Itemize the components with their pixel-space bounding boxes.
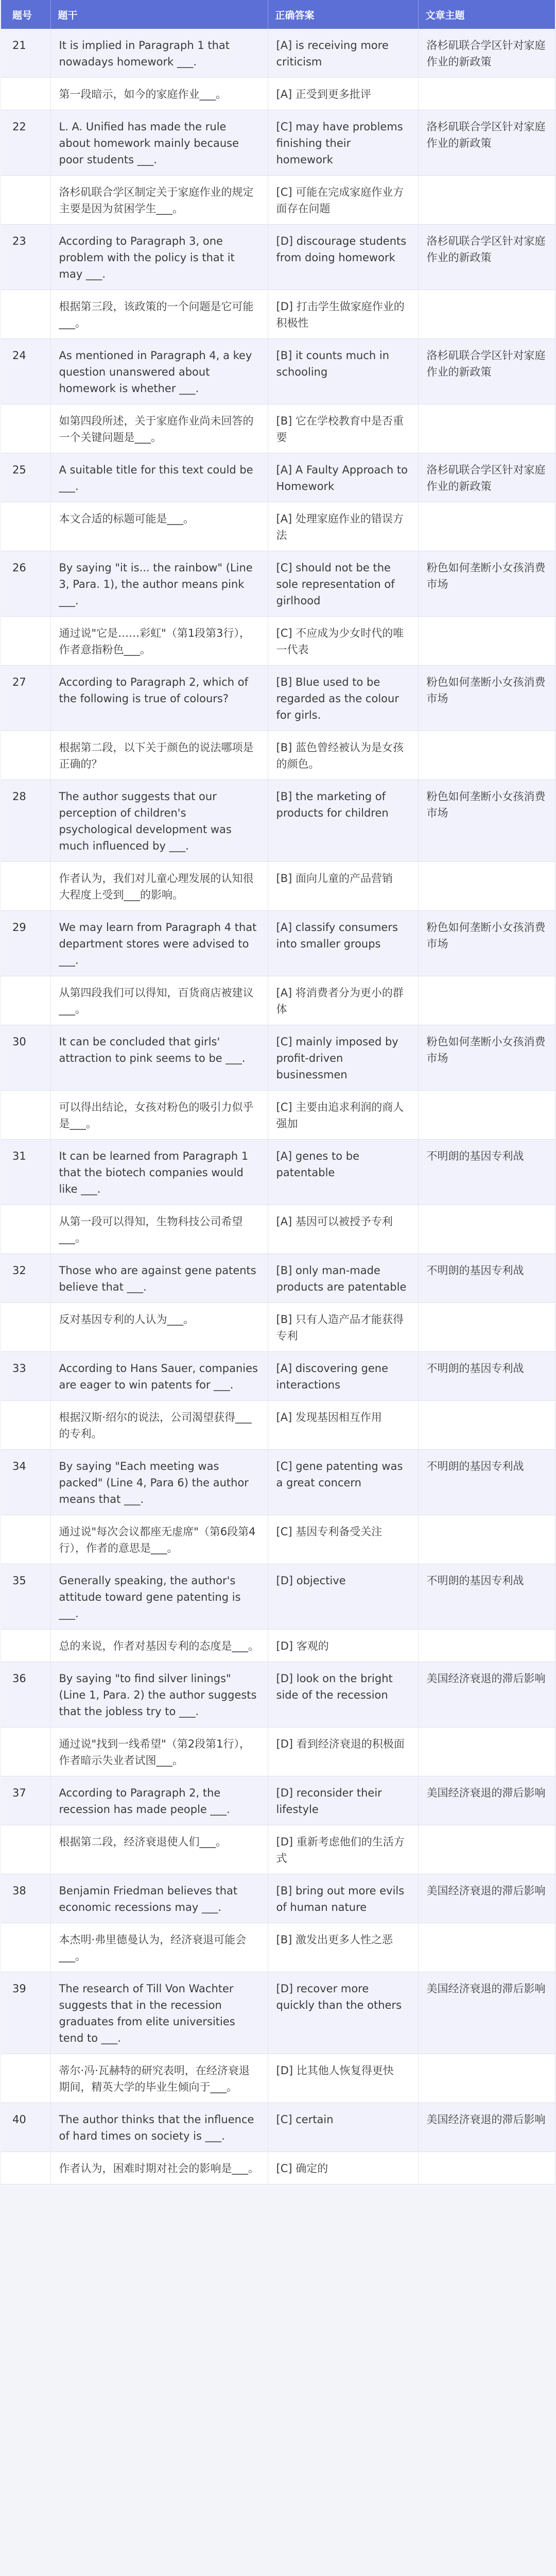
correct-answer: [A] classify consumers into smaller groups: [268, 911, 418, 976]
translation-row: [1, 1303, 555, 1352]
article-topic: [418, 1630, 555, 1662]
translation-row: [1, 176, 555, 225]
article-topic: [418, 502, 555, 551]
question-text: The research of Till Von Wachter suggests that in the recession graduates from elite universities tend to ___.: [50, 1972, 268, 2054]
article-topic: 洛杉矶联合学区针对家庭作业的新政策: [418, 225, 555, 290]
article-topic: 洛杉矶联合学区针对家庭作业的新政策: [418, 453, 555, 502]
question-text: 通过说"每次会议都座无虚席"（第6段第4行），作者的意思是___。: [50, 1515, 268, 1564]
question-number: [1, 1727, 50, 1776]
question-row: [1, 1662, 555, 1727]
correct-answer: [C] 主要由追求利润的商人强加: [268, 1091, 418, 1140]
question-number: 38: [1, 1874, 50, 1923]
translation-row: [1, 502, 555, 551]
question-row: [1, 29, 555, 78]
question-number: 22: [1, 110, 50, 176]
correct-answer: [C] 确定的: [268, 2152, 418, 2184]
article-topic: [418, 2152, 555, 2184]
article-topic: 粉色如何垄断小女孩消费市场: [418, 551, 555, 617]
question-number: 24: [1, 339, 50, 404]
question-text: L. A. Unified has made the rule about homework mainly because poor students ___.: [50, 110, 268, 176]
correct-answer: [C] 不应成为少女时代的唯一代表: [268, 617, 418, 666]
article-topic: 美国经济衰退的滞后影响: [418, 1972, 555, 2054]
question-text: According to Hans Sauer, companies are eager to win patents for ___.: [50, 1352, 268, 1401]
question-text: 通过说"找到一线希望"（第2段第1行），作者暗示失业者试图___。: [50, 1727, 268, 1776]
question-text: 从第一段可以得知，生物科技公司希望___。: [50, 1205, 268, 1254]
question-row: [1, 2103, 555, 2152]
article-topic: [418, 1303, 555, 1352]
question-number: 28: [1, 780, 50, 862]
article-topic: [418, 176, 555, 225]
question-text: 根据第二段，经济衰退使人们___。: [50, 1825, 268, 1874]
correct-answer: [A] discovering gene interactions: [268, 1352, 418, 1401]
table-header: [1, 0, 555, 29]
question-row: [1, 1025, 555, 1091]
correct-answer: [D] 重新考虑他们的生活方式: [268, 1825, 418, 1874]
correct-answer: [B] 面向儿童的产品营销: [268, 862, 418, 911]
question-text: Those who are against gene patents believe that ___.: [50, 1254, 268, 1303]
question-row: [1, 1254, 555, 1303]
translation-row: [1, 617, 555, 666]
question-number: 33: [1, 1352, 50, 1401]
correct-answer: [B] Blue used to be regarded as the colour for girls.: [268, 666, 418, 731]
question-row: [1, 453, 555, 502]
question-number: [1, 290, 50, 339]
question-number: 32: [1, 1254, 50, 1303]
question-text: By saying "it is... the rainbow" (Line 3, Para. 1), the author means pink ___.: [50, 551, 268, 617]
question-row: [1, 1564, 555, 1630]
article-topic: [418, 731, 555, 780]
question-text: 蒂尔·冯·瓦赫特的研究表明，在经济衰退期间，精英大学的毕业生倾向于___。: [50, 2054, 268, 2103]
translation-row: [1, 1923, 555, 1972]
article-topic: [418, 1727, 555, 1776]
translation-row: [1, 862, 555, 911]
question-text: 本杰明·弗里德曼认为，经济衰退可能会___。: [50, 1923, 268, 1972]
question-number: [1, 2152, 50, 2184]
correct-answer: [B] the marketing of products for children: [268, 780, 418, 862]
question-number: [1, 176, 50, 225]
question-number: 27: [1, 666, 50, 731]
correct-answer: [D] 比其他人恢复得更快: [268, 2054, 418, 2103]
question-text: 第一段暗示，如今的家庭作业___。: [50, 78, 268, 110]
header-number: 题号: [1, 0, 50, 29]
correct-answer: [C] 基因专利备受关注: [268, 1515, 418, 1564]
question-number: 21: [1, 29, 50, 78]
question-text: We may learn from Paragraph 4 that department stores were advised to ___.: [50, 911, 268, 976]
question-row: [1, 1352, 555, 1401]
article-topic: [418, 1923, 555, 1972]
article-topic: 不明朗的基因专利战: [418, 1352, 555, 1401]
translation-row: [1, 976, 555, 1025]
article-topic: [418, 290, 555, 339]
correct-answer: [A] 处理家庭作业的错误方法: [268, 502, 418, 551]
article-topic: 粉色如何垄断小女孩消费市场: [418, 1025, 555, 1091]
translation-row: [1, 1401, 555, 1450]
article-topic: 粉色如何垄断小女孩消费市场: [418, 780, 555, 862]
article-topic: 美国经济衰退的滞后影响: [418, 1776, 555, 1825]
question-number: [1, 1401, 50, 1450]
question-text: By saying "to find silver linings" (Line 1, Para. 2) the author suggests that the jobless try to ___.: [50, 1662, 268, 1727]
question-text: A suitable title for this text could be ___.: [50, 453, 268, 502]
header-question: 题干: [50, 0, 268, 29]
correct-answer: [B] bring out more evils of human nature: [268, 1874, 418, 1923]
article-topic: 不明朗的基因专利战: [418, 1254, 555, 1303]
correct-answer: [B] 只有人造产品才能获得专利: [268, 1303, 418, 1352]
question-number: [1, 404, 50, 453]
question-number: [1, 731, 50, 780]
question-row: [1, 1776, 555, 1825]
header-answer: 正确答案: [268, 0, 418, 29]
question-row: [1, 1140, 555, 1205]
article-topic: [418, 404, 555, 453]
question-text: 通过说"它是……彩虹"（第1段第3行），作者意指粉色___。: [50, 617, 268, 666]
correct-answer: [A] 正受到更多批评: [268, 78, 418, 110]
question-number: 34: [1, 1450, 50, 1515]
article-topic: [418, 976, 555, 1025]
correct-answer: [A] 发现基因相互作用: [268, 1401, 418, 1450]
translation-row: [1, 1205, 555, 1254]
question-number: [1, 502, 50, 551]
header-topic: 文章主题: [418, 0, 555, 29]
question-number: [1, 2054, 50, 2103]
question-text: 本文合适的标题可能是___。: [50, 502, 268, 551]
correct-answer: [C] gene patenting was a great concern: [268, 1450, 418, 1515]
question-text: 根据第二段，以下关于颜色的说法哪项是正确的？: [50, 731, 268, 780]
correct-answer: [A] is receiving more criticism: [268, 29, 418, 78]
question-number: 25: [1, 453, 50, 502]
question-number: [1, 976, 50, 1025]
question-number: [1, 862, 50, 911]
correct-answer: [D] objective: [268, 1564, 418, 1630]
translation-row: [1, 1825, 555, 1874]
translation-row: [1, 2054, 555, 2103]
correct-answer: [D] look on the bright side of the recession: [268, 1662, 418, 1727]
question-row: [1, 780, 555, 862]
question-number: 40: [1, 2103, 50, 2152]
correct-answer: [B] it counts much in schooling: [268, 339, 418, 404]
question-text: 如第四段所述，关于家庭作业尚未回答的一个关键问题是___。: [50, 404, 268, 453]
question-row: [1, 339, 555, 404]
article-topic: [418, 862, 555, 911]
question-text: As mentioned in Paragraph 4, a key question unanswered about homework is whether ___.: [50, 339, 268, 404]
translation-row: [1, 1630, 555, 1662]
article-topic: [418, 2054, 555, 2103]
question-text: 可以得出结论，女孩对粉色的吸引力似乎是___。: [50, 1091, 268, 1140]
question-text: 洛杉矶联合学区制定关于家庭作业的规定主要是因为贫困学生___。: [50, 176, 268, 225]
article-topic: [418, 1091, 555, 1140]
article-topic: 洛杉矶联合学区针对家庭作业的新政策: [418, 29, 555, 78]
correct-answer: [D] 打击学生做家庭作业的积极性: [268, 290, 418, 339]
article-topic: [418, 1515, 555, 1564]
translation-row: [1, 404, 555, 453]
question-row: [1, 110, 555, 176]
question-number: 31: [1, 1140, 50, 1205]
question-number: 37: [1, 1776, 50, 1825]
question-row: [1, 551, 555, 617]
question-text: It can be learned from Paragraph 1 that the biotech companies would like ___.: [50, 1140, 268, 1205]
article-topic: 美国经济衰退的滞后影响: [418, 1874, 555, 1923]
article-topic: 不明朗的基因专利战: [418, 1450, 555, 1515]
correct-answer: [B] 蓝色曾经被认为是女孩的颜色。: [268, 731, 418, 780]
question-text: 根据第三段，该政策的一个问题是它可能___。: [50, 290, 268, 339]
correct-answer: [B] 它在学校教育中是否重要: [268, 404, 418, 453]
question-number: [1, 78, 50, 110]
question-row: [1, 1874, 555, 1923]
correct-answer: [A] 将消费者分为更小的群体: [268, 976, 418, 1025]
correct-answer: [B] 激发出更多人性之恶: [268, 1923, 418, 1972]
correct-answer: [C] may have problems finishing their homework: [268, 110, 418, 176]
question-text: 反对基因专利的人认为___。: [50, 1303, 268, 1352]
correct-answer: [D] discourage students from doing homework: [268, 225, 418, 290]
article-topic: [418, 617, 555, 666]
article-topic: 粉色如何垄断小女孩消费市场: [418, 911, 555, 976]
question-text: According to Paragraph 2, which of the following is true of colours?: [50, 666, 268, 731]
question-text: 从第四段我们可以得知，百货商店被建议___。: [50, 976, 268, 1025]
question-text: It can be concluded that girls' attraction to pink seems to be ___.: [50, 1025, 268, 1091]
correct-answer: [D] reconsider their lifestyle: [268, 1776, 418, 1825]
question-text: Benjamin Friedman believes that economic recessions may ___.: [50, 1874, 268, 1923]
question-text: The author thinks that the influence of hard times on society is ___.: [50, 2103, 268, 2152]
question-text: Generally speaking, the author's attitude toward gene patenting is ___.: [50, 1564, 268, 1630]
translation-row: [1, 1727, 555, 1776]
question-row: [1, 1972, 555, 2054]
question-number: 36: [1, 1662, 50, 1727]
article-topic: [418, 1401, 555, 1450]
translation-row: [1, 2152, 555, 2184]
article-topic: [418, 78, 555, 110]
question-number: [1, 1205, 50, 1254]
question-number: [1, 1825, 50, 1874]
question-text: The author suggests that our perception of children's psychological development was much influenced by ___.: [50, 780, 268, 862]
correct-answer: [D] 客观的: [268, 1630, 418, 1662]
translation-row: [1, 731, 555, 780]
article-topic: 粉色如何垄断小女孩消费市场: [418, 666, 555, 731]
correct-answer: [C] certain: [268, 2103, 418, 2152]
correct-answer: [D] recover more quickly than the others: [268, 1972, 418, 2054]
question-number: [1, 1303, 50, 1352]
correct-answer: [D] 看到经济衰退的积极面: [268, 1727, 418, 1776]
question-number: [1, 1630, 50, 1662]
question-text: By saying "Each meeting was packed" (Line 4, Para 6) the author means that ___.: [50, 1450, 268, 1515]
question-text: 总的来说，作者对基因专利的态度是___。: [50, 1630, 268, 1662]
article-topic: 不明朗的基因专利战: [418, 1564, 555, 1630]
translation-row: [1, 78, 555, 110]
question-text: It is implied in Paragraph 1 that nowadays homework ___.: [50, 29, 268, 78]
question-number: 23: [1, 225, 50, 290]
article-topic: 美国经济衰退的滞后影响: [418, 1662, 555, 1727]
question-row: [1, 666, 555, 731]
translation-row: [1, 1091, 555, 1140]
correct-answer: [C] 可能在完成家庭作业方面存在问题: [268, 176, 418, 225]
question-number: 29: [1, 911, 50, 976]
question-number: [1, 1091, 50, 1140]
correct-answer: [A] genes to be patentable: [268, 1140, 418, 1205]
answer-table: [1, 0, 555, 2184]
question-text: 作者认为，困难时期对社会的影响是___。: [50, 2152, 268, 2184]
article-topic: 洛杉矶联合学区针对家庭作业的新政策: [418, 110, 555, 176]
article-topic: [418, 1205, 555, 1254]
correct-answer: [A] A Faulty Approach to Homework: [268, 453, 418, 502]
question-number: 39: [1, 1972, 50, 2054]
question-text: 作者认为，我们对儿童心理发展的认知很大程度上受到___的影响。: [50, 862, 268, 911]
question-text: According to Paragraph 2, the recession has made people ___.: [50, 1776, 268, 1825]
correct-answer: [C] mainly imposed by profit-driven businessmen: [268, 1025, 418, 1091]
translation-row: [1, 290, 555, 339]
question-number: [1, 1515, 50, 1564]
correct-answer: [A] 基因可以被授予专利: [268, 1205, 418, 1254]
article-topic: 美国经济衰退的滞后影响: [418, 2103, 555, 2152]
question-number: 30: [1, 1025, 50, 1091]
question-number: 26: [1, 551, 50, 617]
question-text: According to Paragraph 3, one problem with the policy is that it may ___.: [50, 225, 268, 290]
article-topic: 洛杉矶联合学区针对家庭作业的新政策: [418, 339, 555, 404]
question-number: 35: [1, 1564, 50, 1630]
correct-answer: [C] should not be the sole representation of girlhood: [268, 551, 418, 617]
question-row: [1, 225, 555, 290]
correct-answer: [B] only man-made products are patentable: [268, 1254, 418, 1303]
article-topic: 不明朗的基因专利战: [418, 1140, 555, 1205]
question-number: [1, 1923, 50, 1972]
table-body: [1, 29, 555, 2184]
question-text: 根据汉斯·绍尔的说法，公司渴望获得___的专利。: [50, 1401, 268, 1450]
article-topic: [418, 1825, 555, 1874]
question-number: [1, 617, 50, 666]
question-row: [1, 1450, 555, 1515]
translation-row: [1, 1515, 555, 1564]
question-row: [1, 911, 555, 976]
